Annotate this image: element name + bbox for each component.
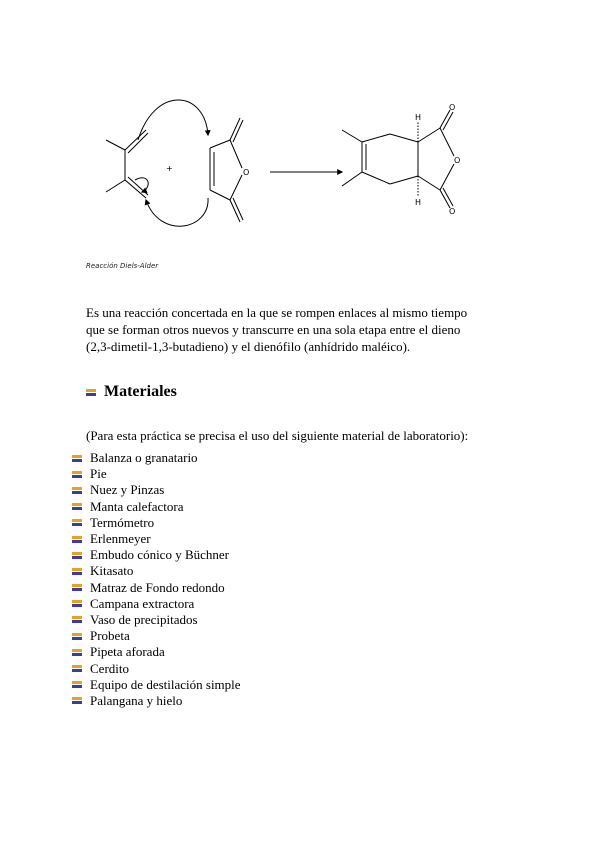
bullet-icon [72,568,82,575]
list-item-label: Vaso de precipitados [90,611,198,627]
product-hydrogen-bottom: H [415,198,422,207]
list-item-label: Campana extractora [90,595,195,611]
bullet-icon [72,503,82,510]
bullet-icon [72,600,82,607]
list-item-label: Nuez y Pinzas [90,482,165,498]
list-item-label: Erlenmeyer [90,531,151,547]
product-oxygen-ring: O [454,156,461,165]
product-structure [342,110,454,208]
bullet-icon [72,665,82,672]
bullet-icon [72,471,82,478]
description-line: que se forman otros nuevos y transcurre en una sola etapa entre el dieno [86,322,461,337]
list-item [72,580,241,596]
list-item-label: Palangana y hielo [90,692,183,708]
bullet-icon [86,389,96,396]
bullet-icon [72,519,82,526]
ring-oxygen-label: O [243,168,250,177]
list-item-label: Termómetro [90,514,155,530]
bullet-icon [72,487,82,494]
bullet-icon [72,633,82,640]
list-item [72,515,241,531]
product-hydrogen-top: H [415,113,422,122]
list-item [72,531,241,547]
materials-list [72,450,241,709]
product-oxygen-top: O [449,103,456,112]
diene-structure [106,130,148,198]
bullet-icon [72,649,82,656]
bullet-icon [72,455,82,462]
list-item [72,450,241,466]
description-line: Es una reacción concertada en la que se rompen enlaces al mismo tiempo [86,305,468,320]
bullet-icon [72,552,82,559]
list-item [72,660,241,676]
list-item [72,628,241,644]
list-item [72,612,241,628]
dienophile-structure [210,118,243,222]
section-title: Materiales [104,383,177,400]
plus-sign: + [166,164,173,173]
list-item-label: Equipo de destilación simple [90,676,241,692]
description-line: (2,3-dimetil-1,3-butadieno) y el dienófilo (anhídrido maléico). [86,339,411,354]
list-item [72,677,241,693]
bullet-icon [72,536,82,543]
list-item-label: Matraz de Fondo redondo [90,579,225,595]
list-item [72,563,241,579]
list-item [72,499,241,515]
list-item-label: Pie [90,466,107,482]
list-item [72,596,241,612]
list-item-label: Probeta [90,628,130,644]
list-item [72,482,241,498]
list-item-label: Kitasato [90,563,134,579]
electron-arrow-top [138,100,208,140]
list-item-label: Cerdito [90,660,129,676]
list-item-label: Pipeta aforada [90,644,165,660]
bullet-icon [72,697,82,704]
list-item [72,466,241,482]
list-item-label: Embudo cónico y Büchner [90,547,229,563]
bullet-icon [72,681,82,688]
list-item-label: Manta calefactora [90,498,184,514]
description-paragraph [86,304,526,355]
list-item [72,644,241,660]
bullet-icon [72,616,82,623]
figure-caption: Reacción Diels-Alder [86,262,159,270]
list-item-label: Balanza o granatario [90,450,198,466]
materials-heading [86,383,177,401]
list-item [72,547,241,563]
product-oxygen-bottom: O [449,207,456,216]
materials-intro: (Para esta práctica se precisa el uso del siguiente material de laboratorio): [86,428,469,443]
diels-alder-reaction-scheme [80,80,520,250]
electron-arrow-bottom [146,198,208,226]
bullet-icon [72,584,82,591]
list-item [72,693,241,709]
